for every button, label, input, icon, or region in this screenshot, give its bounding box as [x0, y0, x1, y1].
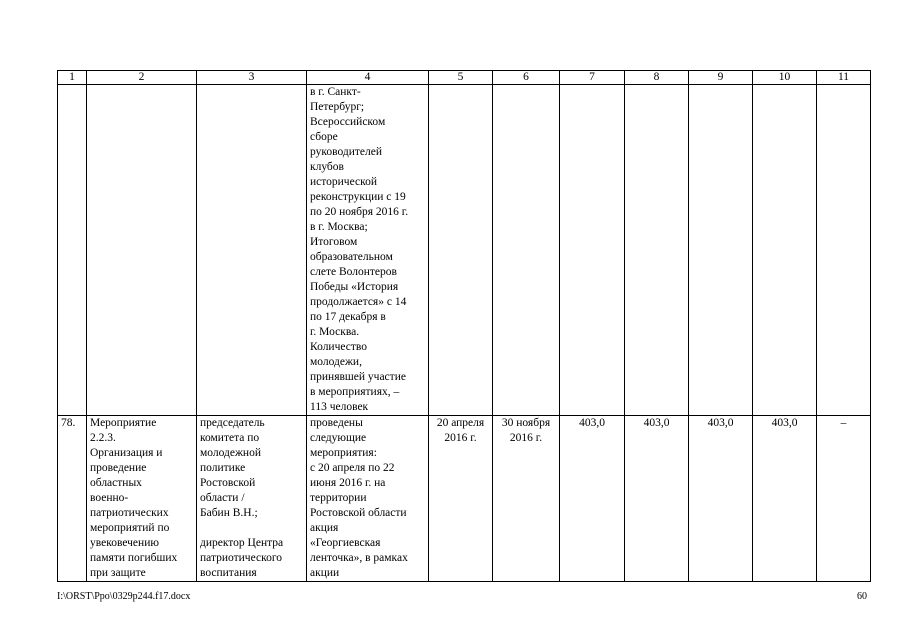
table-cell — [689, 85, 753, 416]
table-cell — [493, 85, 560, 416]
amount-cell: 403,0 — [753, 416, 817, 582]
header-cell: 10 — [753, 71, 817, 85]
amount-cell: – — [817, 416, 871, 582]
end-date-cell: 30 ноября 2016 г. — [493, 416, 560, 582]
table-row — [58, 416, 871, 582]
header-cell: 8 — [625, 71, 689, 85]
amount-cell: 403,0 — [689, 416, 753, 582]
header-cell: 7 — [560, 71, 625, 85]
header-cell: 3 — [197, 71, 307, 85]
table-cell — [625, 85, 689, 416]
responsible-cell: председатель комитета по молодежной политике Ростовской области / Бабин В.Н.; директор Центра патриотического воспитания — [197, 416, 307, 582]
amount-cell: 403,0 — [625, 416, 689, 582]
table-cell — [753, 85, 817, 416]
activity-name-cell: Мероприятие 2.2.3. Организация и проведение областных военно- патриотических мероприятий по увековечению памяти погибших при защите — [87, 416, 197, 582]
table-cell — [560, 85, 625, 416]
table-cell — [197, 85, 307, 416]
table-cell — [58, 85, 87, 416]
header-cell: 9 — [689, 71, 753, 85]
footer-file-path: I:\ORST\Ppo\0329p244.f17.docx — [57, 591, 191, 602]
table-cell — [429, 85, 493, 416]
report-table — [57, 70, 871, 582]
amount-cell: 403,0 — [560, 416, 625, 582]
table-cell — [87, 85, 197, 416]
header-cell: 4 — [307, 71, 429, 85]
header-row — [58, 71, 871, 85]
header-cell: 2 — [87, 71, 197, 85]
row-number-cell: 78. — [58, 416, 87, 582]
header-cell: 1 — [58, 71, 87, 85]
page-number: 60 — [857, 591, 867, 602]
result-text-cell: в г. Санкт- Петербург; Всероссийском сборе руководителей клубов исторической реконструкции с 19 по 20 ноября 2016 г. в г. Москва; Итоговом образовательном слете Волонтеров Победы «История продолжается» с 14 по 17 декабря в г. Москва. Количество молодежи, принявшей участие в мероприятиях, – 113 человек — [307, 85, 429, 416]
header-cell: 6 — [493, 71, 560, 85]
start-date-cell: 20 апреля 2016 г. — [429, 416, 493, 582]
result-text-cell: проведены следующие мероприятия: с 20 апреля по 22 июня 2016 г. на территории Ростовской области акция «Георгиевская ленточка», в рамках акции — [307, 416, 429, 582]
continuation-row — [58, 85, 871, 416]
header-cell: 11 — [817, 71, 871, 85]
header-cell: 5 — [429, 71, 493, 85]
table-cell — [817, 85, 871, 416]
